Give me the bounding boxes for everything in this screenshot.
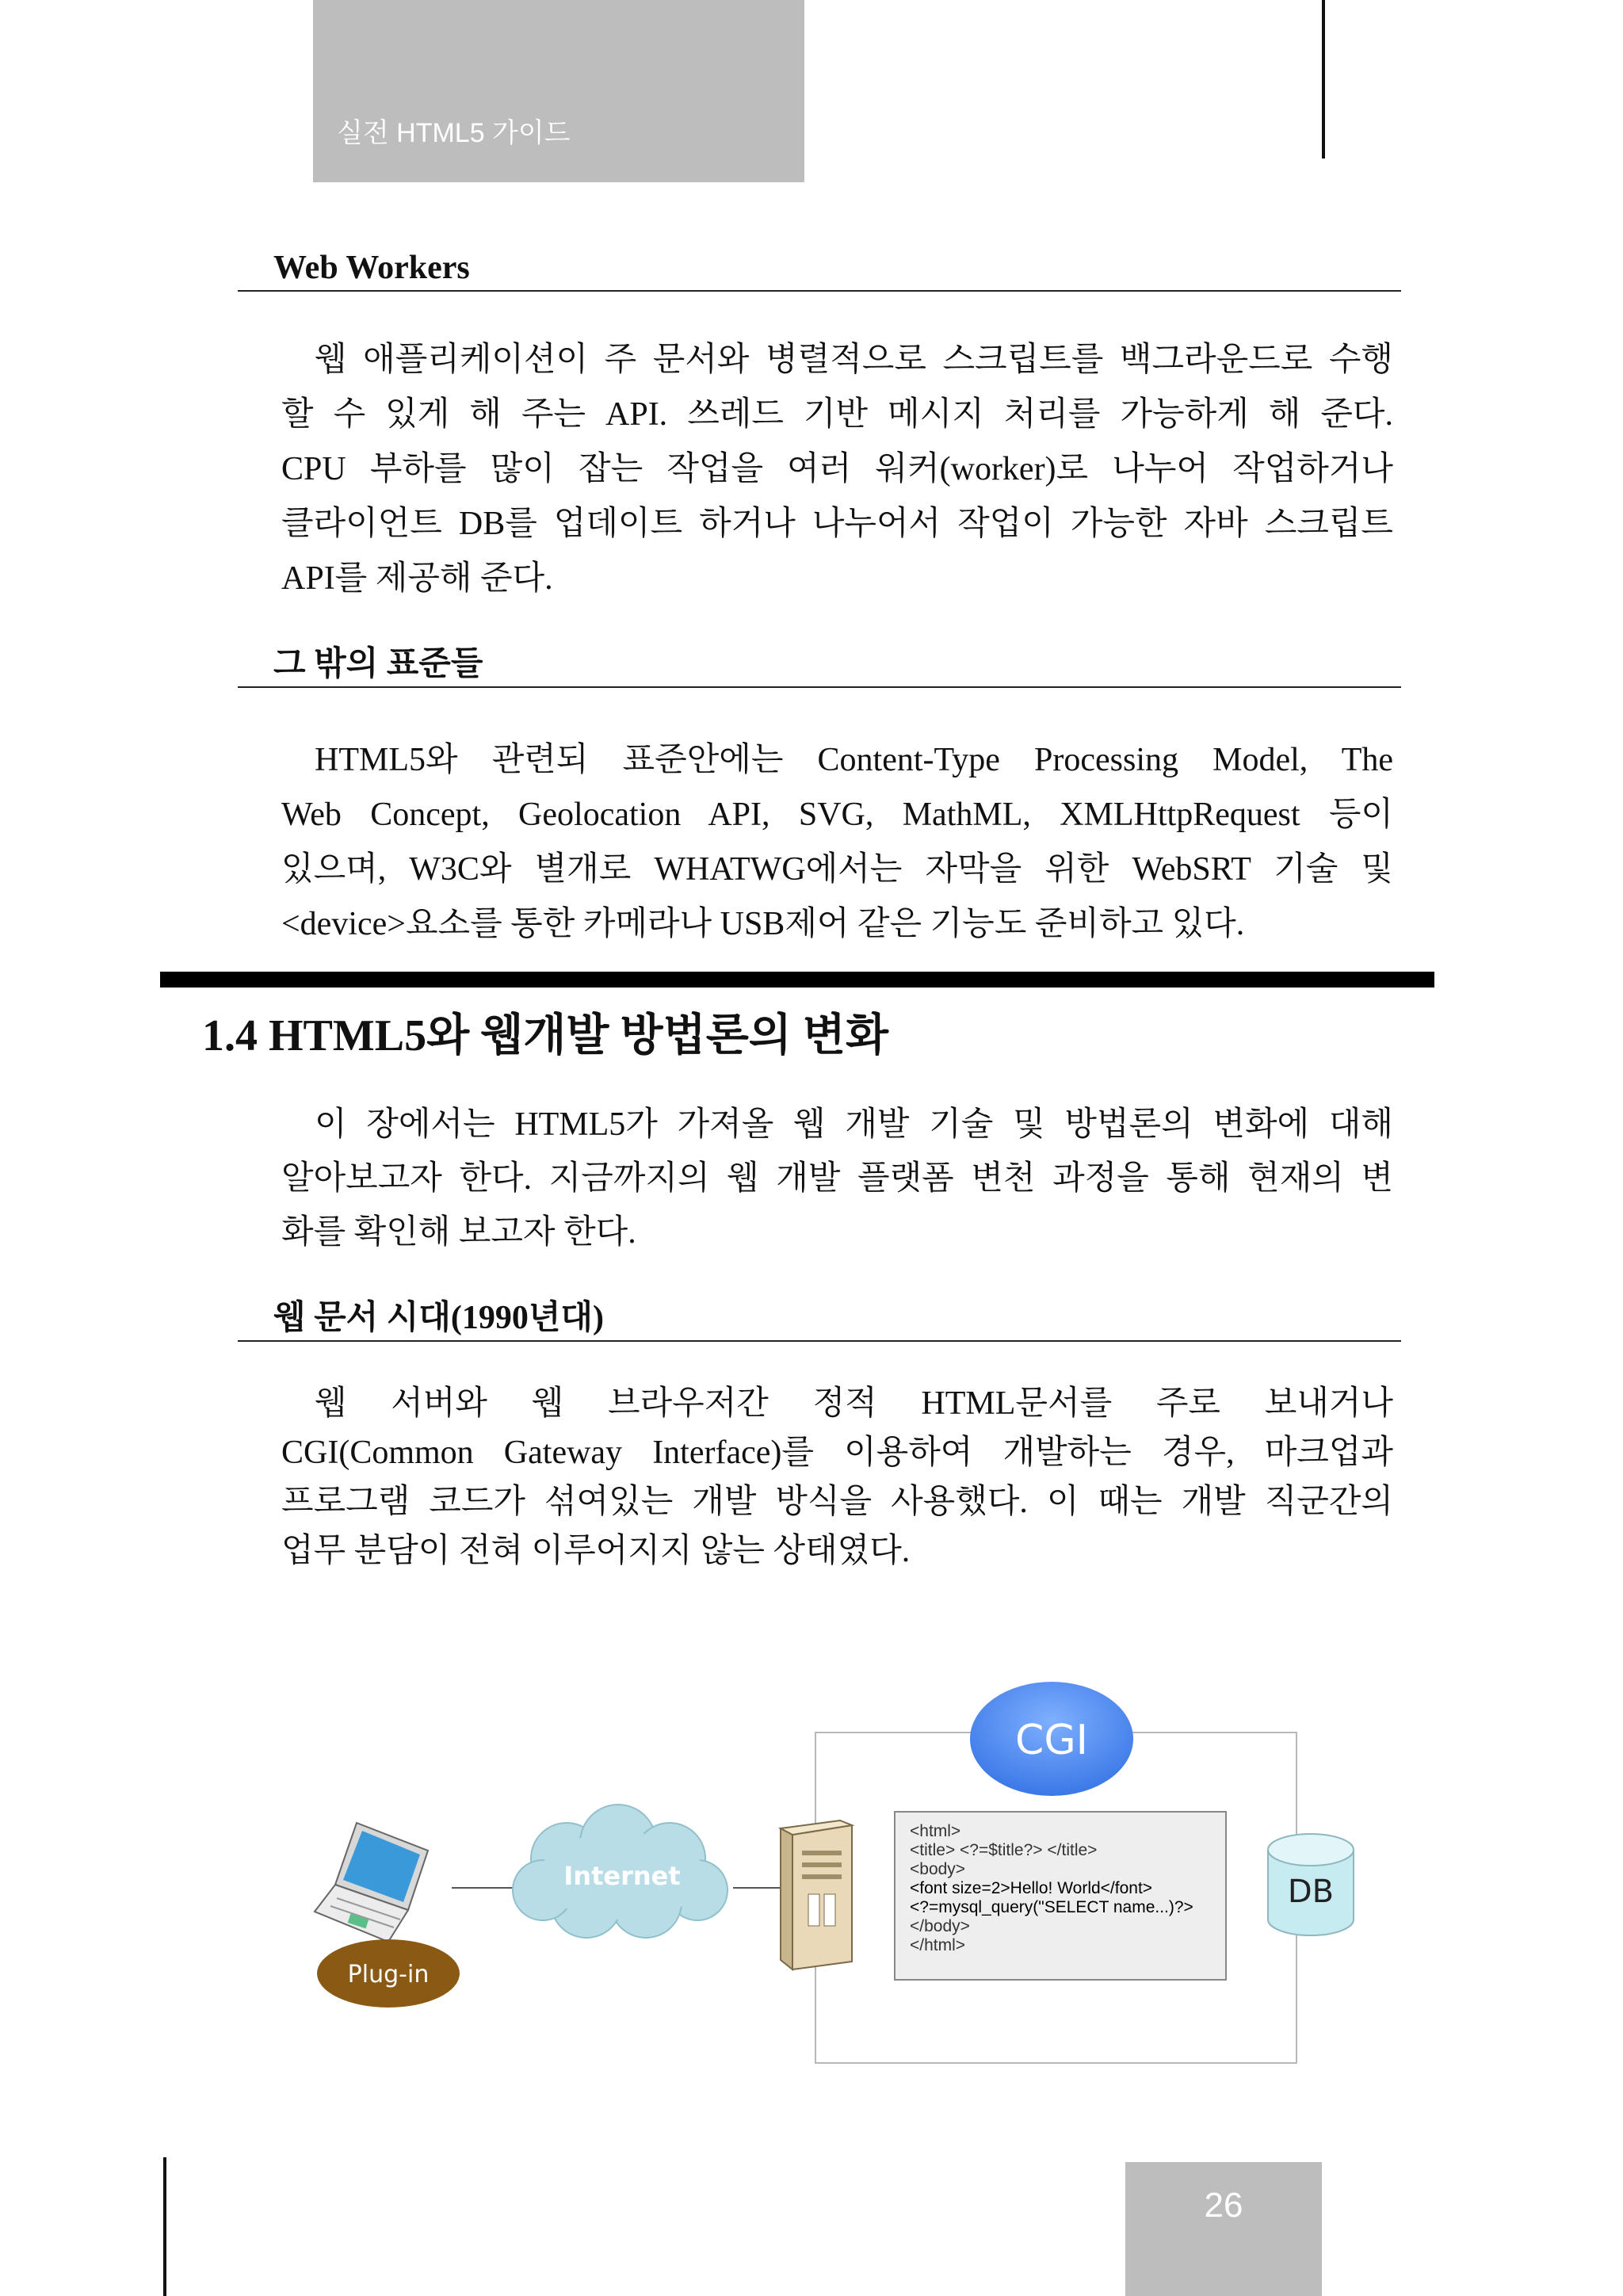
text-line: Web Concept, Geolocation API, SVG, MathML, XMLHttpRequest 등이 <box>281 797 1393 833</box>
running-header: 실전 HTML5 가이드 <box>337 118 571 148</box>
plugin-ellipse <box>315 1938 462 2009</box>
text-line: 웹 서버와 웹 브라우저간 정적 HTML문서를 주로 보내거나 <box>315 1385 1393 1422</box>
page-number: 26 <box>1204 2186 1243 2225</box>
code-line: <?=mysql_query("SELECT name...)?> <box>910 1898 1193 1916</box>
db-label: DB <box>1287 1874 1335 1910</box>
text-line: 알아보고자 한다. 지금까지의 웹 개발 플랫폼 변천 과정을 통해 현재의 변 <box>281 1160 1393 1197</box>
code-line: <font size=2>Hello! World</font> <box>910 1879 1153 1897</box>
text-line: HTML5와 관련되 표준안에는 Content-Type Processing Model, The <box>315 742 1393 778</box>
text-line: 클라이언트 DB를 업데이트 하거나 나누어서 작업이 가능한 자바 스크립트 <box>281 506 1393 542</box>
text-line: 이 장에서는 HTML5가 가져올 웹 개발 기술 및 방법론의 변화에 대해 <box>315 1106 1393 1143</box>
text-line: 있으며, W3C와 별개로 WHATWG에서는 자막을 위한 WebSRT 기술 및 <box>281 851 1393 888</box>
section-heading-web-document-era <box>238 1296 1401 1342</box>
bottom-rule <box>163 2157 166 2296</box>
laptop-icon <box>313 1815 456 1950</box>
paragraph-other-standards <box>281 733 1393 952</box>
text-line: 업무 분담이 전혀 이루어지지 않는 상태였다. <box>281 1533 911 1569</box>
code-line: </body> <box>910 1917 970 1935</box>
chapter-title: 1.4 HTML5와 웹개발 방법론의 변화 <box>202 1011 889 1060</box>
text-line: 화를 확인해 보고자 한다. <box>281 1214 636 1251</box>
code-line: </html> <box>910 1936 966 1954</box>
paragraph-web-document-era <box>281 1379 1393 1576</box>
text-line: CPU 부하를 많이 잡는 작업을 여러 워커(worker)로 나누어 작업하거나 <box>281 451 1393 487</box>
text-line: <device>요소를 통한 카메라나 USB제어 같은 기능도 준비하고 있다. <box>281 906 1245 942</box>
database-icon <box>1262 1831 1361 1942</box>
top-rule <box>1322 0 1325 159</box>
section-heading-web-workers <box>238 246 1401 292</box>
text-line: 할 수 있게 해 주는 API. 쓰레드 기반 메시지 처리를 가능하게 해 준다. <box>281 396 1393 433</box>
section-heading-text: 웹 문서 시대(1990년대) <box>273 1300 604 1336</box>
cgi-label: CGI <box>1015 1717 1088 1764</box>
internet-cloud-icon <box>507 1803 737 1946</box>
text-line: 웹 애플리케이션이 주 문서와 병렬적으로 스크립트를 백그라운드로 수행 <box>315 342 1393 378</box>
paragraph-web-workers <box>281 333 1393 606</box>
server-icon <box>777 1819 864 1973</box>
code-line: <body> <box>910 1860 966 1878</box>
section-heading-other-standards <box>238 642 1401 688</box>
code-line: <title> <?=$title?> </title> <box>910 1841 1098 1859</box>
section-heading-text: 그 밖의 표준들 <box>273 646 483 682</box>
text-line: API를 제공해 준다. <box>281 560 553 597</box>
text-line: CGI(Common Gateway Interface)를 이용하여 개발하는 경우, 마크업과 <box>281 1435 1393 1471</box>
cgi-architecture-diagram <box>301 1664 1411 2076</box>
page-number-tab <box>1125 2162 1322 2296</box>
code-sample-box <box>894 1811 1227 1981</box>
plugin-label: Plug-in <box>347 1961 430 1988</box>
internet-label: Internet <box>563 1861 681 1891</box>
header-tab <box>313 0 804 182</box>
code-line: <html> <box>910 1822 961 1840</box>
text-line: 프로그램 코드가 섞여있는 개발 방식을 사용했다. 이 때는 개발 직군간의 <box>281 1484 1393 1520</box>
section-heading-text: Web Workers <box>273 250 470 286</box>
chapter-rule <box>160 972 1434 988</box>
cgi-ellipse <box>968 1680 1135 1797</box>
paragraph-chapter-intro <box>281 1098 1393 1259</box>
